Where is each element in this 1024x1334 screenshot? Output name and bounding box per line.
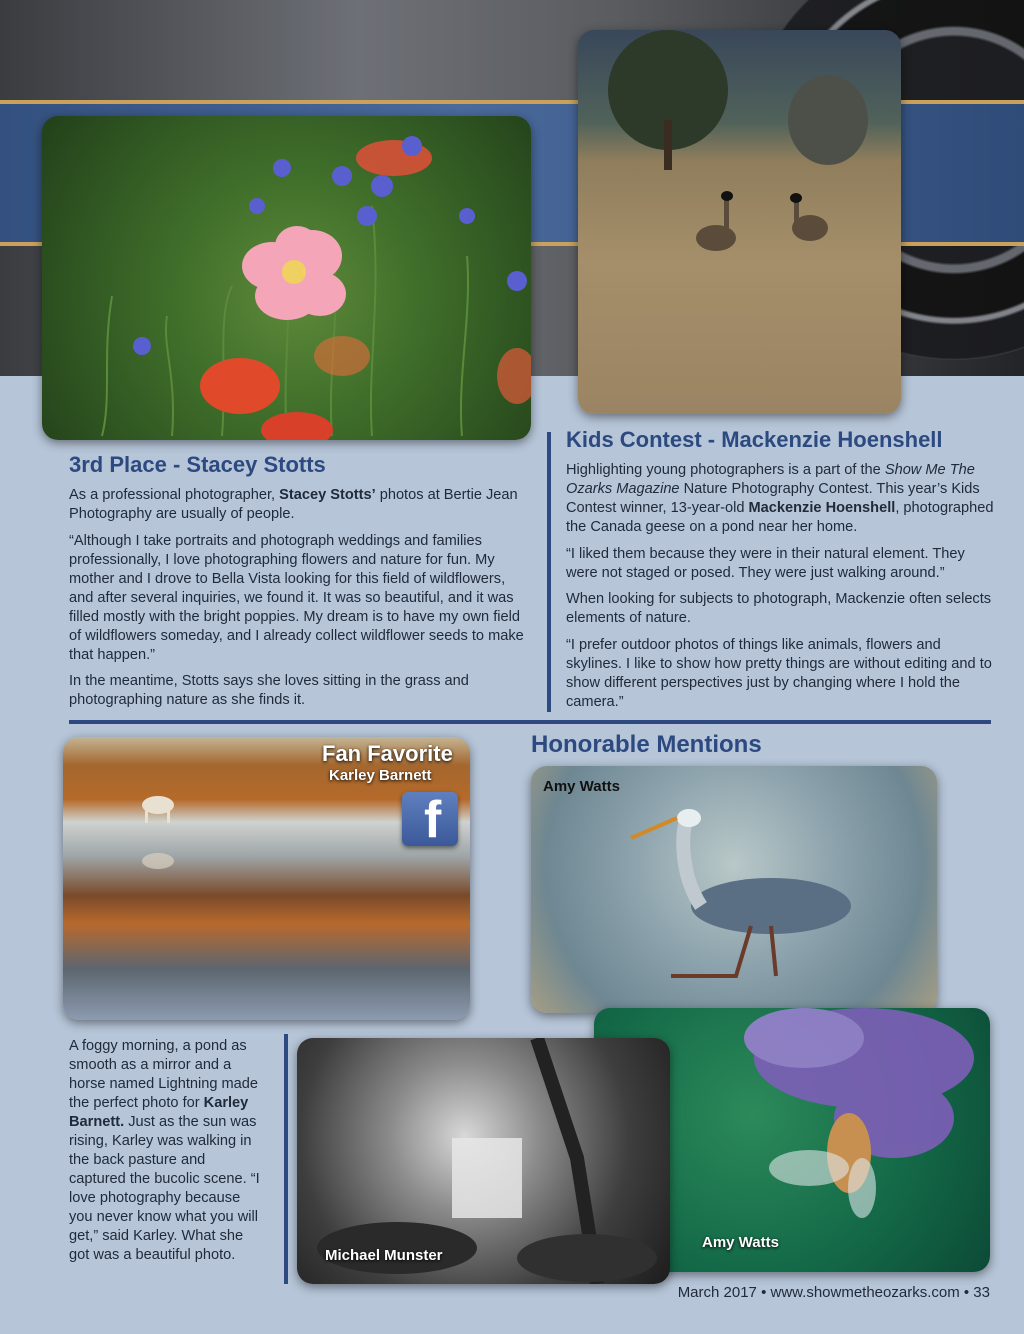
section-divider bbox=[69, 720, 991, 724]
fan-favorite-title: Fan Favorite bbox=[322, 741, 453, 766]
kids-contest-heading: Kids Contest - Mackenzie Hoenshell bbox=[566, 427, 943, 452]
bee-credit: Amy Watts bbox=[702, 1234, 779, 1251]
heron-illustration bbox=[531, 766, 937, 1013]
poppy-illustration bbox=[42, 116, 531, 440]
geese-photo bbox=[578, 30, 901, 414]
column-divider bbox=[547, 432, 551, 712]
fan-favorite-caption: A foggy morning, a pond as smooth as a mirror and a horse named Lightning made the perfect photo for Karley Barnett. Just as the sun was rising, Karley was walking in the back pasture and captured the bucolic scene. “I love photography because you never know what you will get,” said Karley. What she got was a beautiful photo. bbox=[69, 1038, 260, 1263]
kids-paragraph-2: “I liked them because they were in their natural element. They were not staged or posed. They were just walking around.” bbox=[566, 545, 965, 581]
facebook-icon: f bbox=[402, 792, 458, 846]
kids-paragraph-4: “I prefer outdoor photos of things like animals, flowers and skylines. I like to show how pretty things are without editing and to show different perspectives just by changing where I hold the camera.” bbox=[566, 636, 992, 710]
third-place-paragraph-2: “Although I take portraits and photograph weddings and families professionally, I love photographing flowers and nature for fun. My mother and I drove to Bella Vista looking for this field of wildflowers, and after several inquiries, we found it. It was so beautiful, and it was filled mostly with the bright poppies. My dream is to have my own field of wildflowers someday, and I already collect wildflower seeds to make that happen.” bbox=[69, 532, 524, 663]
waterfall-credit: Michael Munster bbox=[325, 1247, 443, 1264]
third-place-heading: 3rd Place - Stacey Stotts bbox=[69, 452, 326, 477]
heron-credit: Amy Watts bbox=[543, 778, 620, 795]
third-place-body bbox=[69, 486, 524, 718]
kids-paragraph-3: When looking for subjects to photograph, Mackenzie often selects elements of nature. bbox=[566, 591, 992, 626]
geese-illustration bbox=[578, 30, 901, 414]
kids-paragraph-1: Highlighting young photographers is a part of the Show Me The Ozarks Magazine Nature Photography Contest. This year’s Kids Contest winner, 13-year-old Mackenzie Hoenshell, photographed the Canada geese on a pond near her home. bbox=[566, 462, 994, 535]
honorable-mentions-heading: Honorable Mentions bbox=[531, 731, 762, 758]
page-footer: March 2017 • www.showmetheozarks.com • 33 bbox=[677, 1284, 990, 1301]
third-place-paragraph-3: In the meantime, Stotts says she loves sitting in the grass and photographing nature as she finds it. bbox=[69, 673, 469, 708]
kids-contest-body bbox=[566, 461, 994, 719]
fan-favorite-name: Karley Barnett bbox=[329, 767, 432, 784]
caption-divider bbox=[284, 1034, 288, 1284]
poppy-photo bbox=[42, 116, 531, 440]
heron-photo bbox=[531, 766, 937, 1013]
third-place-paragraph-1: As a professional photographer, Stacey Stotts’ photos at Bertie Jean Photography are usually of people. bbox=[69, 487, 518, 522]
